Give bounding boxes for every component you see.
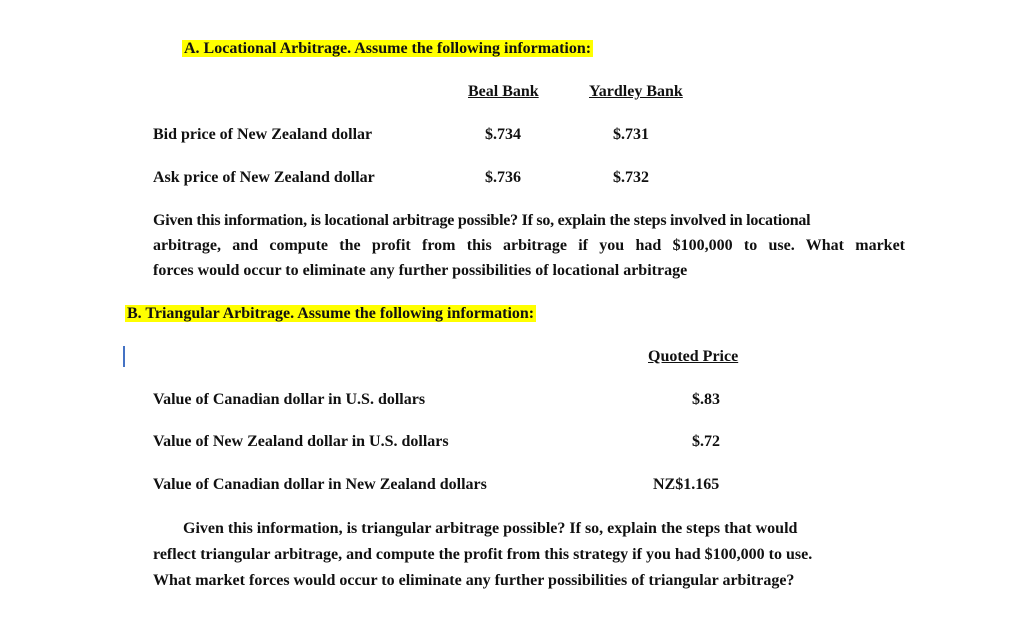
- nzd-usd-value: $.72: [692, 433, 720, 450]
- section-b-question-line-3: What market forces would occur to eliminate any further possibilities of triangular arbitrage?: [153, 572, 795, 589]
- ask-price-label: Ask price of New Zealand dollar: [153, 169, 375, 186]
- section-a-question: [153, 208, 905, 283]
- nzd-usd-label: Value of New Zealand dollar in U.S. dollars: [153, 433, 449, 450]
- section-a-question-line-3: forces would occur to eliminate any further possibilities of locational arbitrage: [153, 262, 688, 279]
- section-a-heading: [182, 39, 593, 59]
- quoted-price-header: Quoted Price: [648, 348, 739, 365]
- cad-nzd-label: Value of Canadian dollar in New Zealand dollars: [153, 476, 487, 493]
- section-b-question-line-2: reflect triangular arbitrage, and compute the profit from this strategy if you had $100,000 to use.: [153, 546, 813, 563]
- yardley-bank-header: Yardley Bank: [589, 83, 683, 100]
- section-a-heading-text: A. Locational Arbitrage. Assume the following information:: [184, 40, 592, 57]
- bid-price-beal: $.734: [485, 126, 521, 143]
- ask-price-yardley: $.732: [613, 169, 649, 186]
- cad-nzd-value: NZ$1.165: [653, 476, 720, 493]
- cad-usd-value: $.83: [692, 391, 720, 408]
- section-b-heading: [125, 304, 536, 324]
- bid-price-label: Bid price of New Zealand dollar: [153, 126, 373, 143]
- cad-usd-label: Value of Canadian dollar in U.S. dollars: [153, 391, 426, 408]
- text-cursor: [123, 346, 125, 367]
- bid-price-yardley: $.731: [613, 126, 649, 143]
- section-b-question: [153, 516, 913, 594]
- ask-price-beal: $.736: [485, 169, 521, 186]
- beal-bank-header: Beal Bank: [468, 83, 539, 100]
- section-a-question-line-1: [153, 208, 905, 233]
- section-a-question-line-1-text: Given this information, is locational arbitrage possible? If so, explain the steps involved in locational: [153, 212, 811, 229]
- section-b-heading-text: B. Triangular Arbitrage. Assume the following information:: [127, 305, 535, 322]
- section-b-question-line-1: Given this information, is triangular arbitrage possible? If so, explain the steps that would: [183, 520, 798, 537]
- section-a-question-line-2: arbitrage, and compute the profit from this arbitrage if you had $100,000 to use. What market: [153, 237, 905, 254]
